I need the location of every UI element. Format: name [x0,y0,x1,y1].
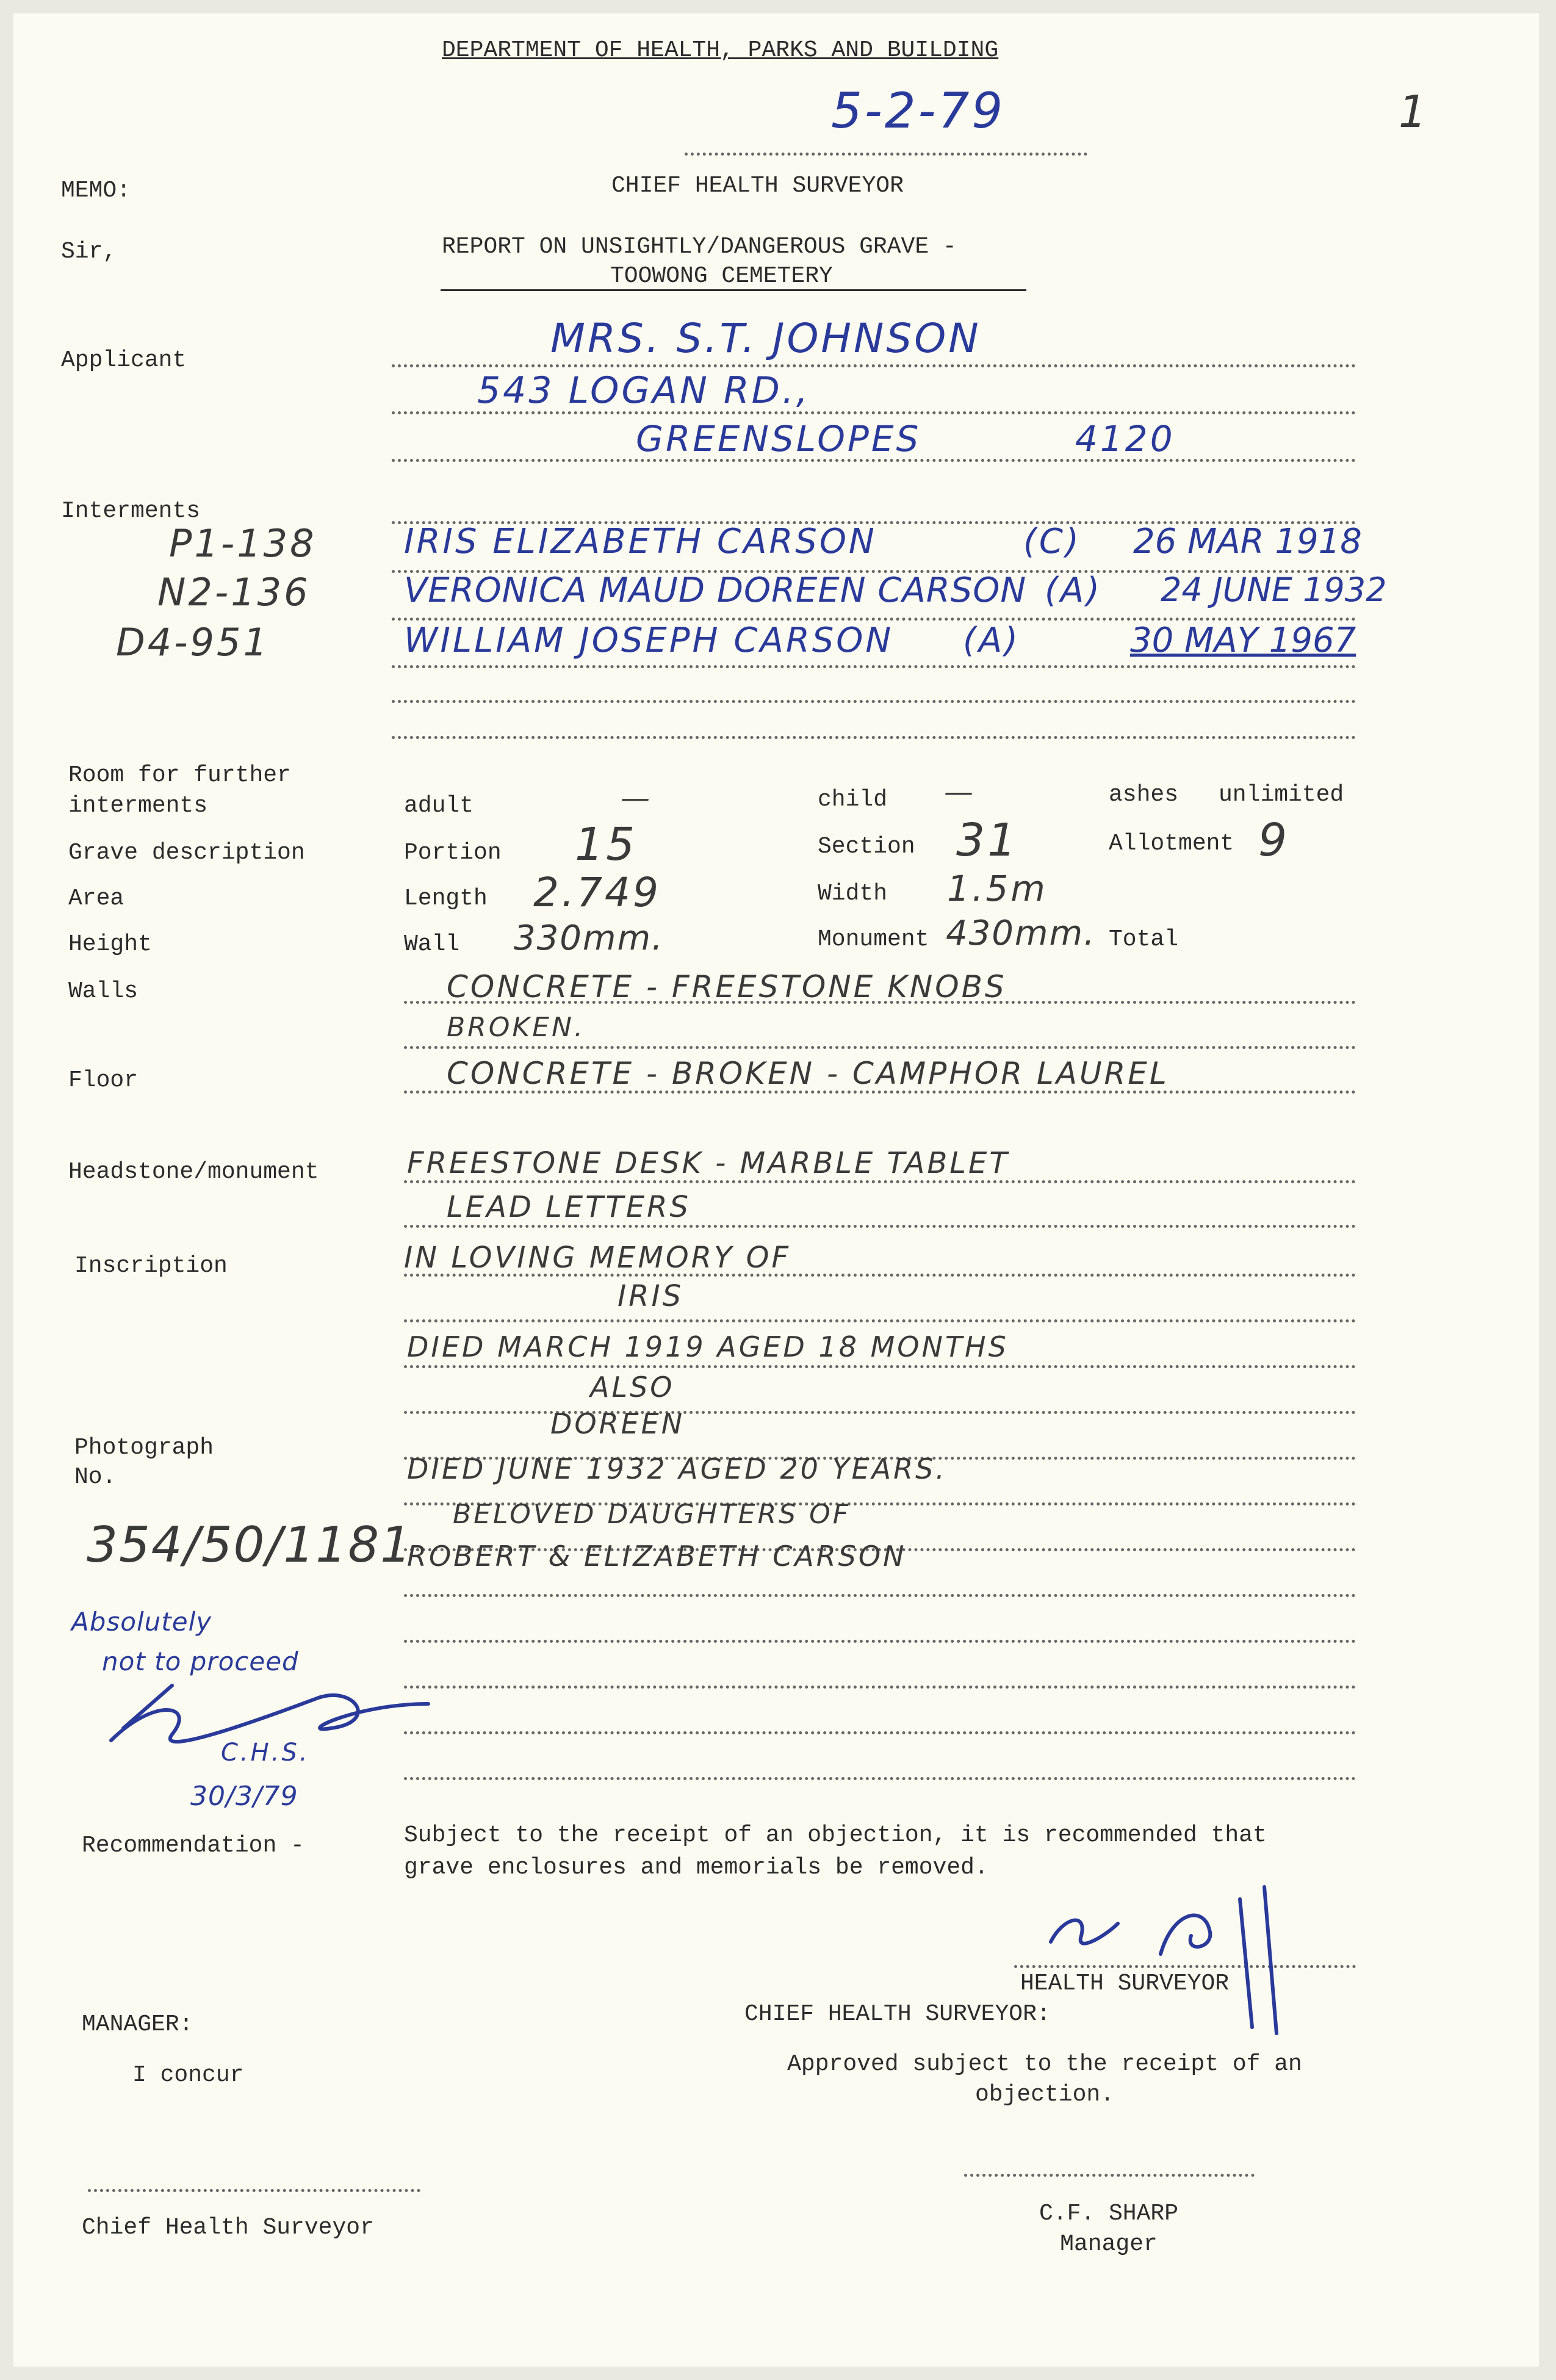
wall-label: Wall [404,931,460,957]
monument-value: 430mm. [946,914,1096,953]
interment-ref-3: D4-951 [116,620,270,665]
portion-label: Portion [404,840,502,866]
interment-ref-2: N2-136 [157,570,311,615]
inscription-text-2: IRIS [618,1279,684,1313]
interment-date-3: 30 MAY 1967 [1130,621,1356,660]
approval-note-2: not to proceed [102,1646,299,1676]
applicant-address-1: 543 LOGAN RD., [477,369,810,412]
child-value: — [944,775,976,809]
approved-text-2: objection. [974,2082,1115,2108]
manager-title: Manager [1060,2231,1158,2257]
floor-label: Floor [68,1067,139,1094]
recommendation-text-1: Subject to the receipt of an objection, it is recommended that [404,1822,1267,1848]
interment-code-2: (A) [1045,571,1103,610]
headstone-label: Headstone/monument [68,1159,319,1185]
section-value: 31 [956,814,1019,867]
interment-name-1: IRIS ELIZABETH CARSON [404,522,877,561]
adult-label: adult [404,793,474,819]
photograph-number: 354/50/1181 [87,1516,412,1573]
inscription-text-4: ALSO [590,1371,675,1404]
manager-signature-line [964,2174,1255,2177]
inscription-text-6: DIED JUNE 1932 AGED 20 YEARS. [407,1452,947,1485]
photograph-label-2: No. [74,1464,117,1490]
ashes-value: unlimited [1219,782,1344,808]
interments-label: Interments [61,498,201,524]
concur-text: I concur [132,2062,244,2088]
walls-label: Walls [68,978,139,1004]
interment-name-3: WILLIAM JOSEPH CARSON [404,621,894,660]
floor-text-1: CONCRETE - BROKEN - CAMPHOR LAUREL [447,1056,1169,1091]
area-label: Area [68,885,124,912]
department-heading: DEPARTMENT OF HEALTH, PARKS AND BUILDING [442,37,999,63]
photograph-label-1: Photograph [74,1435,214,1461]
interment-name-2: VERONICA MAUD DOREEN CARSON [404,571,1027,610]
allotment-label: Allotment [1109,831,1234,857]
inscription-text-7: BELOVED DAUGHTERS OF [453,1499,851,1530]
height-label: Height [68,931,152,957]
document-page [13,13,1539,2367]
portion-value: 15 [575,818,638,871]
interment-code-1: (C) [1023,522,1081,561]
interment-date-1: 26 MAR 1918 [1133,522,1362,561]
width-value: 1.5m [947,868,1048,909]
width-label: Width [818,881,888,907]
approval-note-4: 30/3/79 [190,1781,298,1812]
report-title-line2: TOOWONG CEMETERY [610,263,833,289]
applicant-name: MRS. S.T. JOHNSON [550,315,981,362]
health-surveyor-label: HEALTH SURVEYOR [1020,1971,1230,1997]
recommendation-text-2: grave enclosures and memorials be removed. [404,1855,989,1881]
report-title-line1: REPORT ON UNSIGHTLY/DANGEROUS GRAVE - [442,234,957,260]
grave-description-label: Grave description [68,840,305,866]
interment-date-2: 24 JUNE 1932 [1161,571,1387,609]
headstone-text-2: LEAD LETTERS [447,1190,691,1224]
wall-value: 330mm. [514,918,664,958]
manager-label: MANAGER: [82,2011,193,2038]
room-label-2: interments [68,793,208,819]
inscription-text-3: DIED MARCH 1919 AGED 18 MONTHS [407,1330,1009,1363]
memo-label: MEMO: [61,178,131,204]
approved-text-1: Approved subject to the receipt of an [787,2051,1302,2077]
inscription-text-8: ROBERT & ELIZABETH CARSON [407,1540,907,1573]
chief-signature-line [88,2189,420,2192]
approval-note-1: Absolutely [71,1607,212,1637]
applicant-postcode: 4120 [1075,418,1175,460]
approval-note-3: C.H.S. [221,1739,310,1767]
chief-health-surveyor-label: Chief Health Surveyor [82,2215,374,2241]
date-handwritten: 5-2-79 [831,82,1006,139]
applicant-label: Applicant [61,347,187,373]
walls-text-1: CONCRETE - FREESTONE KNOBS [447,969,1007,1004]
manager-name: C.F. SHARP [1039,2201,1179,2227]
child-label: child [818,787,888,813]
length-value: 2.749 [533,869,661,916]
interment-ref-1: P1-138 [169,521,317,566]
total-label: Total [1109,926,1179,953]
length-label: Length [404,885,488,912]
applicant-address-2: GREENSLOPES [636,418,921,460]
page-number: 1 [1399,86,1429,137]
walls-text-2: BROKEN. [447,1012,585,1043]
inscription-text-5: DOREEN [550,1407,685,1440]
salutation: Sir, [61,239,117,265]
recommendation-label: Recommendation - [82,1833,304,1859]
section-label: Section [818,834,915,860]
headstone-text-1: FREESTONE DESK - MARBLE TABLET [407,1146,1010,1180]
interment-code-3: (A) [963,621,1021,660]
inscription-label: Inscription [74,1253,228,1279]
allotment-value: 9 [1258,814,1290,867]
room-label-1: Room for further [68,762,291,788]
adult-value: — [621,781,652,815]
chief-health-surveyor-heading: CHIEF HEALTH SURVEYOR: [744,2001,1051,2027]
memo-recipient: CHIEF HEALTH SURVEYOR [611,173,904,199]
monument-label: Monument [818,926,929,953]
inscription-text-1: IN LOVING MEMORY OF [404,1241,791,1275]
ashes-label: ashes [1109,782,1179,808]
